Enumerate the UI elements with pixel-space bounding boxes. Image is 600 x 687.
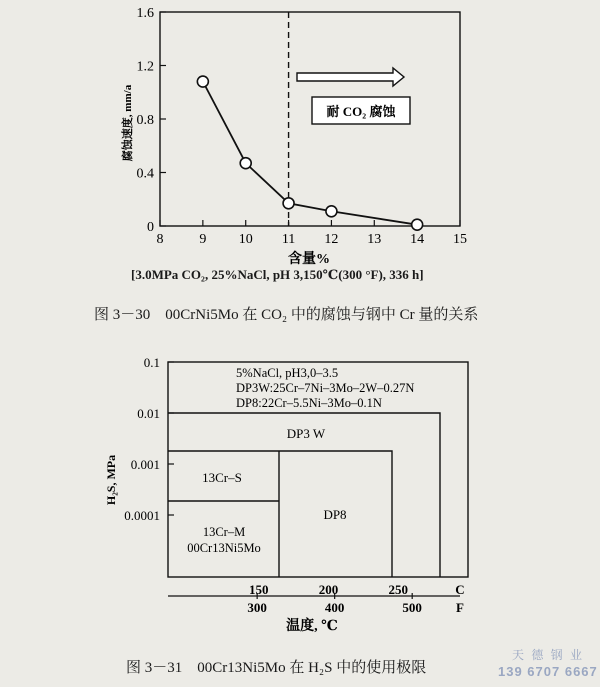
data-point [197, 76, 208, 87]
corrosion-rate-chart [0, 0, 600, 300]
figure-3-31-caption: 图 3－31 00Cr13Ni5Mo 在 H₂S 中的使用极限 [126, 660, 427, 676]
data-point [412, 219, 423, 230]
y-tick-label: 1.2 [136, 59, 154, 75]
h2s-limit-diagram [0, 340, 600, 640]
y-tick-label: 0.8 [136, 113, 154, 128]
x-tick-label: 10 [238, 232, 253, 247]
y-tick-label: 0.001 [130, 457, 160, 472]
note-line-2: DP3W:25Cr–7Ni–3Mo–2W–0.27N [236, 381, 415, 395]
note-line-1: 5%NaCl, pH3,0–3.5 [236, 366, 339, 380]
y-tick-label: 0.01 [137, 406, 160, 421]
region-13cr-m-label-2: 00Cr13Ni5Mo [187, 541, 261, 555]
region-13cr-m-label-1: 13Cr–M [202, 525, 246, 539]
y-axis-label: 腐蚀速度, mm/a [122, 84, 134, 162]
x-tick-label: 14 [410, 232, 425, 247]
y-tick-label: 0.1 [143, 355, 160, 370]
x-tick-label: 9 [199, 232, 207, 247]
chart1-frame [160, 12, 460, 226]
data-point [240, 158, 251, 169]
y-tick-label: 0.0001 [124, 508, 160, 523]
y-tick-label: 0.4 [136, 166, 154, 182]
figure-3-30-caption: 图 3－30 00CrNi5Mo 在 CO₂ 中的腐蚀与钢中 Cr 量的关系 [94, 307, 479, 323]
x-tick-label: 13 [367, 232, 382, 247]
x-tick-label-fahrenheit: 500 [402, 600, 422, 615]
region-dp3w-label: DP3 W [286, 426, 326, 441]
test-conditions: [3.0MPa CO₂, 25%NaCl, pH 3,150℃(300 °F), 336 h] [131, 267, 424, 282]
x-tick-label-fahrenheit: 400 [324, 600, 345, 615]
y-tick-label: 1.6 [136, 6, 154, 21]
x-tick-label-fahrenheit: 300 [247, 600, 267, 615]
x-tick-label-celsius: 200 [318, 582, 339, 597]
annotation-text: 耐 CO₂ 腐蚀 [326, 104, 396, 119]
data-point [326, 206, 337, 217]
data-point [283, 198, 294, 209]
y-tick-label: 0 [147, 220, 154, 235]
x-tick-label-fahrenheit: F [456, 600, 464, 615]
arrow-right-icon [297, 68, 404, 86]
x-tick-label: 11 [281, 232, 296, 247]
x-axis-label: 温度, ℃ [286, 619, 338, 634]
watermark-company: 天 德 钢 业 [512, 648, 585, 662]
x-tick-label-celsius: 150 [248, 582, 269, 597]
region-dp8-label: DP8 [323, 507, 347, 522]
y-axis-label: H₂S, MPa [104, 454, 118, 506]
x-tick-label-celsius: 250 [388, 582, 408, 597]
note-line-3: DP8:22Cr–5.5Ni–3Mo–0.1N [236, 396, 382, 410]
region-13cr-s-label: 13Cr–S [202, 470, 242, 485]
x-tick-label: 12 [324, 232, 339, 247]
x-tick-label-celsius: C [455, 582, 465, 597]
x-axis-label: 含量% [288, 252, 330, 267]
watermark-phone: 139 6707 6667 [498, 664, 598, 679]
x-tick-label: 15 [453, 232, 467, 247]
x-tick-label: 8 [156, 232, 164, 247]
